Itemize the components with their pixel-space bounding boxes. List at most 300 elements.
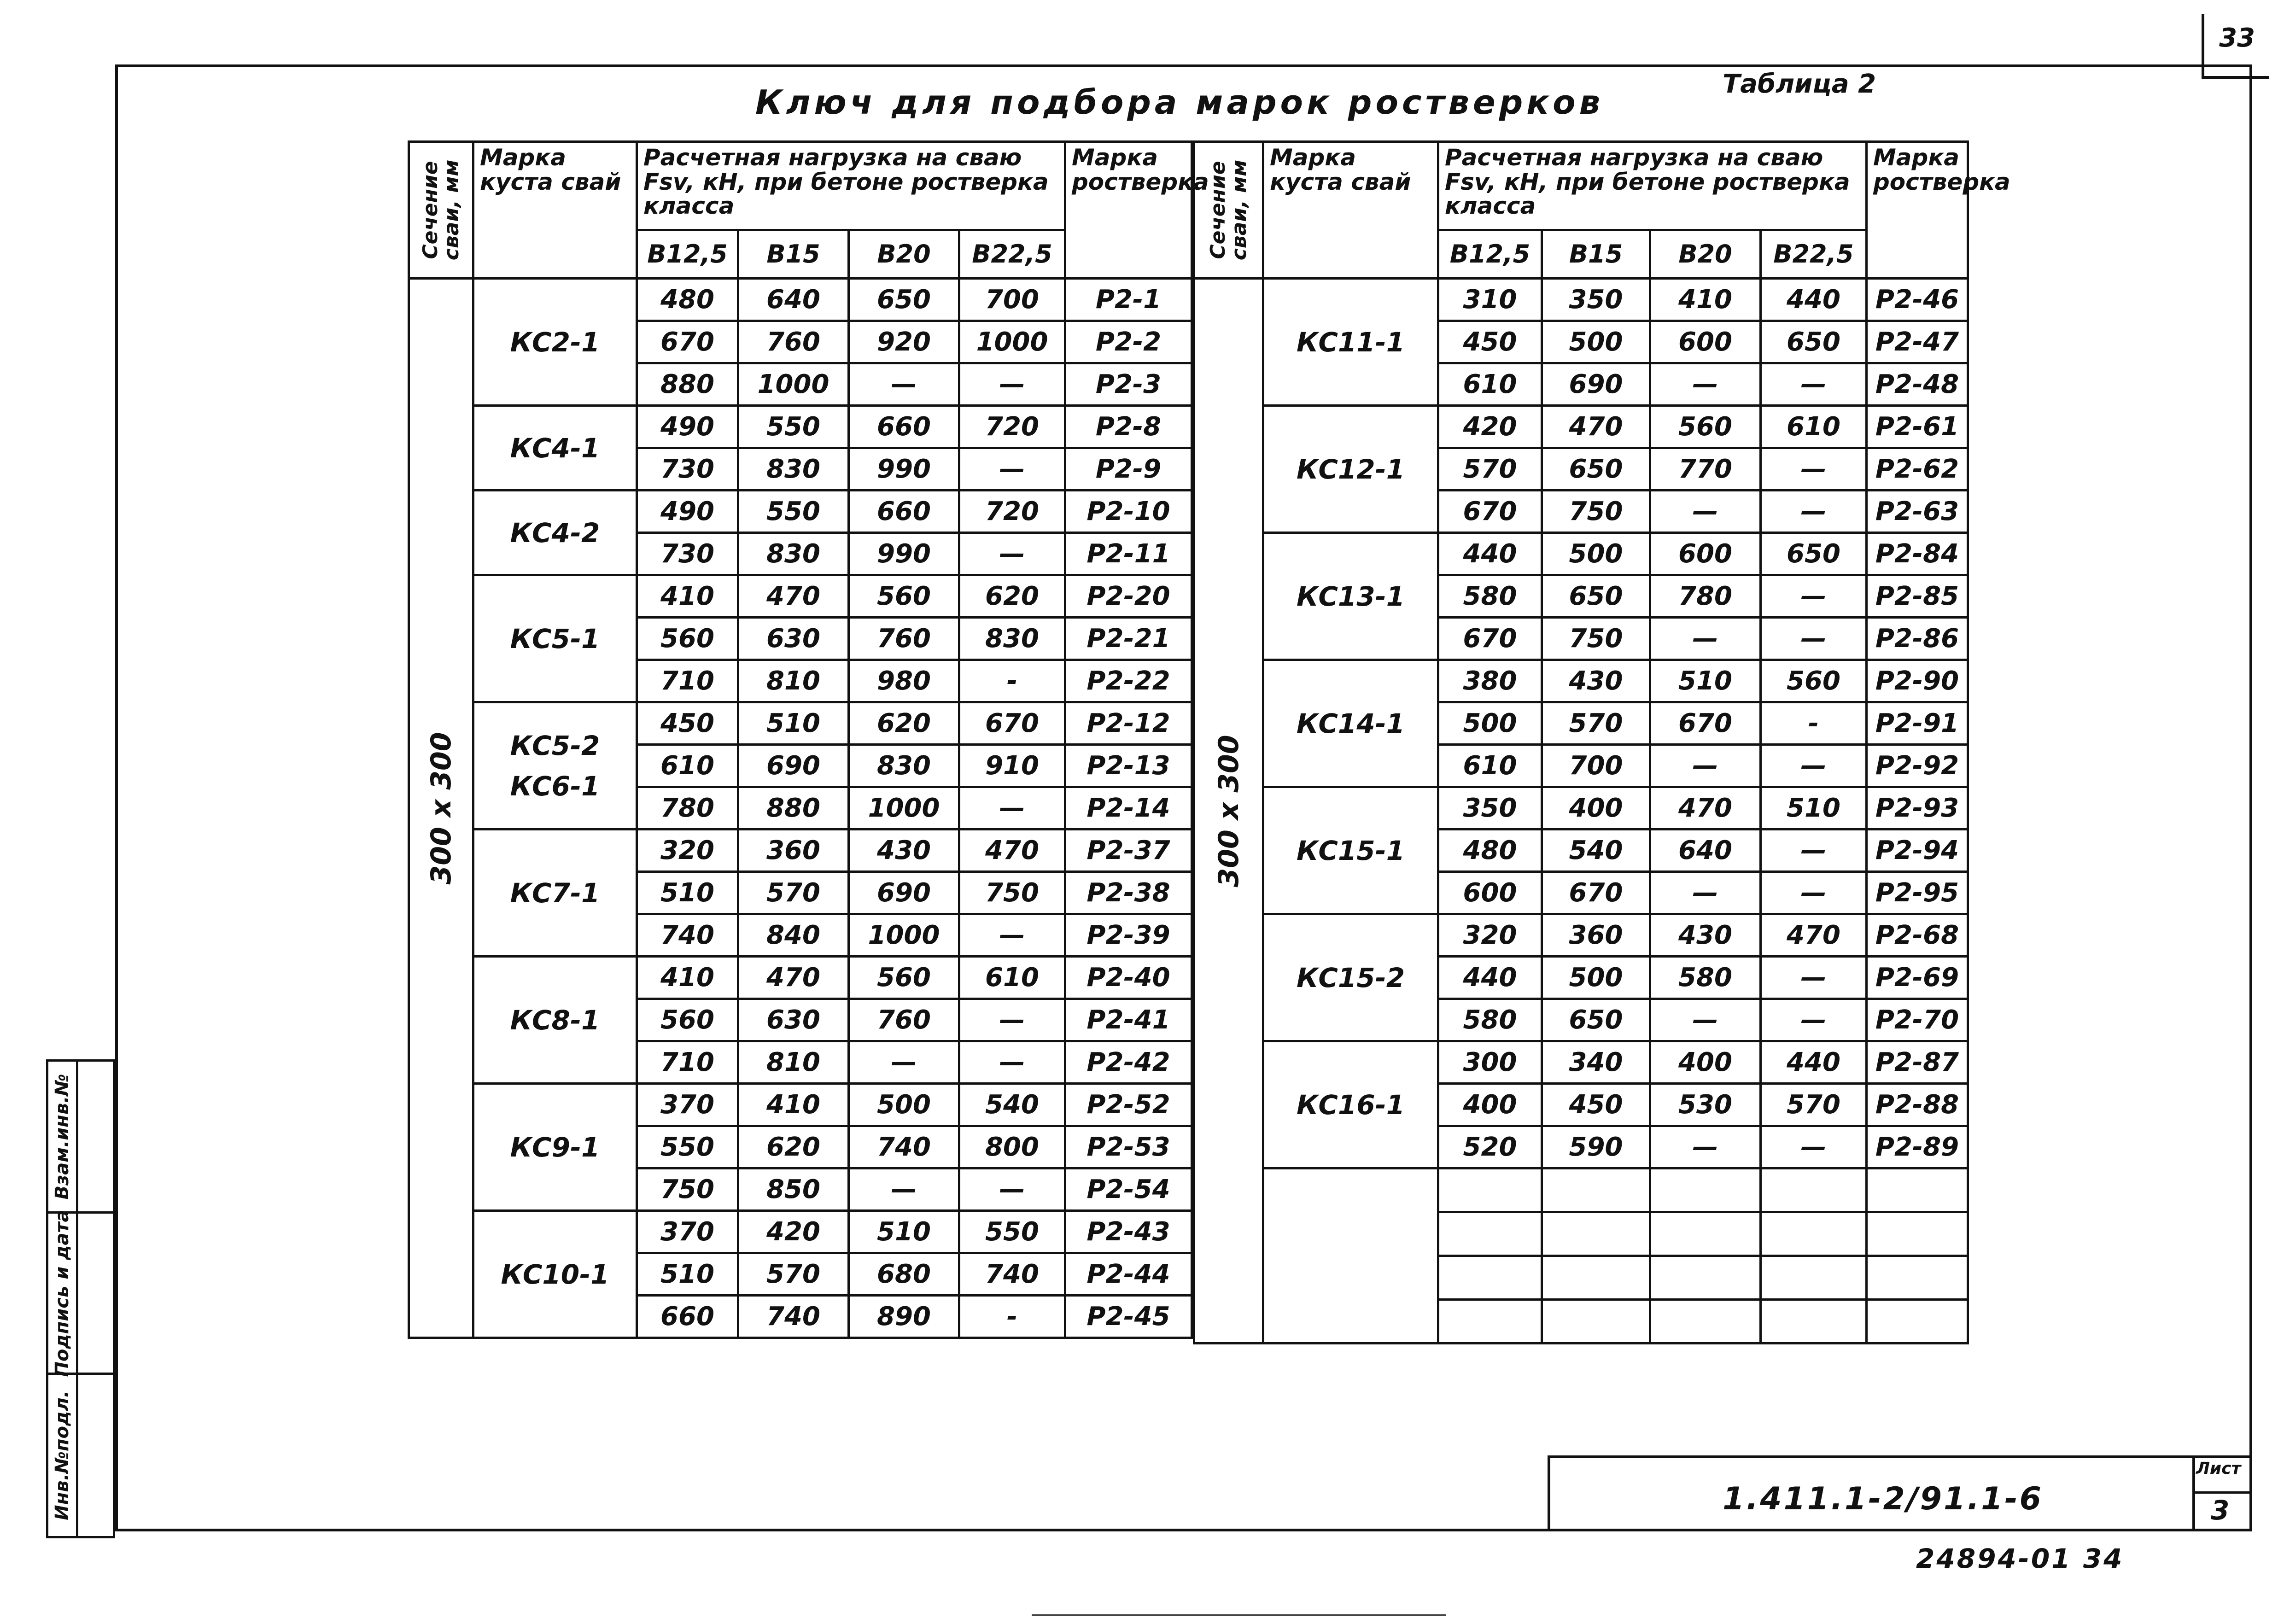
empty-cell [1650, 1168, 1761, 1212]
load-b125: 490 [637, 406, 738, 448]
load-b125: 780 [637, 787, 738, 830]
load-b20: — [1650, 1126, 1761, 1168]
cluster-mark-label: КС13-1 [1296, 580, 1405, 612]
cluster-mark-label: КС5-1 [510, 623, 600, 654]
empty-cell [1438, 1256, 1542, 1300]
load-b225: - [959, 660, 1065, 702]
header-grillage: Марка ростверка [1867, 142, 1968, 279]
load-b15: 810 [738, 660, 849, 702]
load-b225: — [1761, 575, 1867, 618]
page-number: 33 [2219, 23, 2255, 53]
load-b20: 990 [849, 533, 959, 575]
load-b125: 660 [637, 1296, 738, 1338]
load-b20: 670 [1650, 702, 1761, 745]
load-b20: 990 [849, 448, 959, 491]
grillage-mark: Р2-37 [1065, 830, 1192, 872]
load-b20: 410 [1650, 279, 1761, 321]
grillage-mark: Р2-90 [1867, 660, 1968, 702]
grillage-mark: Р2-53 [1065, 1126, 1192, 1168]
grillage-mark: Р2-89 [1867, 1126, 1968, 1168]
table-row [1194, 533, 1968, 575]
load-b225: 550 [959, 1211, 1065, 1253]
load-b225: 740 [959, 1253, 1065, 1296]
load-b225: 1000 [959, 321, 1065, 363]
grillage-mark: Р2-22 [1065, 660, 1192, 702]
key-table-left-body [409, 142, 1209, 1338]
load-b225: 670 [959, 702, 1065, 745]
load-b125: 410 [637, 957, 738, 999]
load-b225: 440 [1761, 279, 1867, 321]
header-class-b225: B22,5 [1761, 230, 1867, 279]
empty-cell [1542, 1212, 1650, 1256]
load-b225: — [959, 448, 1065, 491]
load-b225: — [1761, 491, 1867, 533]
grillage-mark: Р2-84 [1867, 533, 1968, 575]
load-b125: 670 [637, 321, 738, 363]
grillage-mark: Р2-93 [1867, 787, 1968, 830]
grillage-mark: Р2-13 [1065, 745, 1192, 787]
load-b20: 780 [1650, 575, 1761, 618]
load-b20: 660 [849, 491, 959, 533]
grillage-mark: Р2-14 [1065, 787, 1192, 830]
load-b125: 450 [1438, 321, 1542, 363]
load-b15: 760 [738, 321, 849, 363]
load-b125: 480 [637, 279, 738, 321]
header-section: Сечение сваи, мм [409, 142, 473, 279]
archive-code: 24894-01 34 [1916, 1543, 2124, 1574]
grillage-mark: Р2-92 [1867, 745, 1968, 787]
load-b225: — [959, 999, 1065, 1041]
empty-cell [1438, 1300, 1542, 1344]
load-b20: 430 [849, 830, 959, 872]
grillage-mark: Р2-87 [1867, 1041, 1968, 1084]
load-b125: 600 [1438, 872, 1542, 914]
load-b225: 620 [959, 575, 1065, 618]
load-b225: 510 [1761, 787, 1867, 830]
load-b225: 560 [1761, 660, 1867, 702]
table-row [409, 491, 1192, 533]
grillage-mark: Р2-3 [1065, 363, 1192, 406]
load-b225: — [959, 1168, 1065, 1211]
load-b15: 470 [1542, 406, 1650, 448]
cluster-mark [1263, 279, 1438, 406]
load-b125: 580 [1438, 999, 1542, 1041]
side-stamp-strip [46, 1059, 115, 1538]
load-b15: 510 [738, 702, 849, 745]
load-b225: 610 [959, 957, 1065, 999]
load-b15: 570 [738, 1253, 849, 1296]
load-b125: 580 [1438, 575, 1542, 618]
load-b225: 720 [959, 406, 1065, 448]
load-b125: 730 [637, 533, 738, 575]
load-b125: 450 [637, 702, 738, 745]
empty-cell [1438, 1168, 1542, 1212]
load-b125: 750 [637, 1168, 738, 1211]
load-b15: 550 [738, 406, 849, 448]
load-b15: 670 [1542, 872, 1650, 914]
section-value: 300 x 300 [1212, 735, 1245, 887]
key-table-right-body [1194, 142, 2010, 1344]
cluster-mark [1263, 533, 1438, 660]
load-b20: — [1650, 999, 1761, 1041]
load-b20: 560 [849, 957, 959, 999]
header-section: Сечение сваи, мм [1194, 142, 1263, 279]
load-b125: 370 [637, 1084, 738, 1126]
cluster-mark-label: КС7-1 [510, 877, 600, 909]
load-b225: — [1761, 872, 1867, 914]
grillage-mark: Р2-69 [1867, 957, 1968, 999]
empty-cell [1650, 1212, 1761, 1256]
load-b15: 650 [1542, 448, 1650, 491]
header-class-b15: B15 [1542, 230, 1650, 279]
table-row [1194, 660, 1968, 702]
empty-cell [1542, 1300, 1650, 1344]
load-b125: 730 [637, 448, 738, 491]
load-b125: 710 [637, 660, 738, 702]
load-b15: 840 [738, 914, 849, 957]
load-b15: 400 [1542, 787, 1650, 830]
grillage-mark: Р2-45 [1065, 1296, 1192, 1338]
load-b20: — [1650, 491, 1761, 533]
side-cell-inventory: Инв.№подл. [48, 1375, 113, 1536]
empty-cell [1761, 1168, 1867, 1212]
load-b225: — [1761, 999, 1867, 1041]
load-b15: 640 [738, 279, 849, 321]
cluster-mark-label: КС12-1 [1296, 453, 1405, 485]
grillage-mark: Р2-9 [1065, 448, 1192, 491]
load-b125: 880 [637, 363, 738, 406]
load-b20: — [1650, 745, 1761, 787]
grillage-mark: Р2-52 [1065, 1084, 1192, 1126]
table-row [1194, 1041, 1968, 1084]
load-b125: 560 [637, 618, 738, 660]
load-b225: — [1761, 363, 1867, 406]
cluster-mark-empty [1263, 1168, 1438, 1344]
grillage-mark: Р2-38 [1065, 872, 1192, 914]
load-b20: — [1650, 872, 1761, 914]
load-b15: 360 [1542, 914, 1650, 957]
cluster-mark [473, 279, 637, 406]
load-b125: 320 [637, 830, 738, 872]
grillage-mark: Р2-88 [1867, 1084, 1968, 1126]
grillage-mark: Р2-1 [1065, 279, 1192, 321]
load-b125: 380 [1438, 660, 1542, 702]
table-row [409, 1211, 1192, 1253]
load-b20: 500 [849, 1084, 959, 1126]
load-b15: 340 [1542, 1041, 1650, 1084]
table-row [409, 279, 1192, 321]
document-code: 1.411.1-2/91.1-6 [1723, 1481, 2043, 1517]
cluster-mark [473, 957, 637, 1084]
cluster-mark [473, 491, 637, 575]
empty-cell [1761, 1212, 1867, 1256]
load-b15: 410 [738, 1084, 849, 1126]
load-b20: 530 [1650, 1084, 1761, 1126]
grillage-mark: Р2-54 [1065, 1168, 1192, 1211]
header-load: Расчетная нагрузка на сваю Fsv, кН, при бетоне ростверка класса [637, 142, 1065, 230]
load-b225: 650 [1761, 533, 1867, 575]
load-b125: 510 [637, 1253, 738, 1296]
cluster-mark [473, 830, 637, 957]
load-b20: 600 [1650, 533, 1761, 575]
load-b15: 700 [1542, 745, 1650, 787]
cluster-mark-label: КС5-2 [510, 730, 600, 761]
load-b225: — [1761, 745, 1867, 787]
load-b20: 770 [1650, 448, 1761, 491]
cluster-mark-label: КС4-2 [510, 517, 600, 549]
grillage-mark: Р2-68 [1867, 914, 1968, 957]
load-b20: 660 [849, 406, 959, 448]
sheet-number: 3 [2211, 1495, 2230, 1526]
document-title: Ключ для подбора марок ростверков [755, 83, 1604, 122]
load-b20: — [1650, 618, 1761, 660]
grillage-mark: Р2-41 [1065, 999, 1192, 1041]
load-b20: 1000 [849, 787, 959, 830]
cluster-mark-label: КС14-1 [1296, 707, 1405, 739]
empty-cell [1542, 1168, 1650, 1212]
load-b20: 760 [849, 999, 959, 1041]
load-b225: — [1761, 830, 1867, 872]
table-row [1194, 914, 1968, 957]
header-class-b20: B20 [1650, 230, 1761, 279]
load-b20: 680 [849, 1253, 959, 1296]
grillage-mark: Р2-91 [1867, 702, 1968, 745]
load-b20: 980 [849, 660, 959, 702]
load-b225: 610 [1761, 406, 1867, 448]
cluster-mark [473, 702, 637, 830]
bottom-rule [1032, 1614, 1446, 1616]
table-label: Таблица 2 [1723, 69, 1876, 99]
load-b15: 630 [738, 618, 849, 660]
load-b125: 550 [637, 1126, 738, 1168]
load-b225: — [1761, 1126, 1867, 1168]
load-b15: 1000 [738, 363, 849, 406]
grillage-mark: Р2-61 [1867, 406, 1968, 448]
cluster-mark [473, 1084, 637, 1211]
grillage-mark: Р2-20 [1065, 575, 1192, 618]
load-b125: 440 [1438, 957, 1542, 999]
load-b20: 400 [1650, 1041, 1761, 1084]
table-row [409, 1084, 1192, 1126]
load-b225: 470 [1761, 914, 1867, 957]
side-cell-signature: Подпись и дата [48, 1214, 113, 1375]
cluster-mark [1263, 1041, 1438, 1168]
grillage-mark: Р2-21 [1065, 618, 1192, 660]
header-cluster: Марка куста свай [473, 142, 637, 279]
load-b225: 540 [959, 1084, 1065, 1126]
load-b225: — [959, 363, 1065, 406]
cluster-mark [1263, 660, 1438, 787]
load-b20: 430 [1650, 914, 1761, 957]
empty-cell [1438, 1212, 1542, 1256]
load-b225: 750 [959, 872, 1065, 914]
grillage-mark: Р2-8 [1065, 406, 1192, 448]
load-b125: 310 [1438, 279, 1542, 321]
grillage-mark: Р2-85 [1867, 575, 1968, 618]
load-b225: 700 [959, 279, 1065, 321]
cluster-mark-label-2: КС6-1 [510, 770, 600, 802]
grillage-mark: Р2-47 [1867, 321, 1968, 363]
grillage-mark: Р2-44 [1065, 1253, 1192, 1296]
load-b125: 710 [637, 1041, 738, 1084]
load-b225: 830 [959, 618, 1065, 660]
load-b225: - [959, 1296, 1065, 1338]
grillage-mark: Р2-39 [1065, 914, 1192, 957]
load-b125: 570 [1438, 448, 1542, 491]
table-row [409, 406, 1192, 448]
load-b15: 740 [738, 1296, 849, 1338]
grillage-mark: Р2-62 [1867, 448, 1968, 491]
load-b20: 890 [849, 1296, 959, 1338]
load-b15: 550 [738, 491, 849, 533]
load-b20: 510 [849, 1211, 959, 1253]
cluster-mark [473, 406, 637, 491]
load-b225: 910 [959, 745, 1065, 787]
load-b125: 420 [1438, 406, 1542, 448]
load-b20: 560 [1650, 406, 1761, 448]
load-b15: 650 [1542, 575, 1650, 618]
load-b225: — [1761, 448, 1867, 491]
header-class-b225: B22,5 [959, 230, 1065, 279]
header-class-b20: B20 [849, 230, 959, 279]
side-cell-replacement: Взам.инв.№ [48, 1062, 113, 1214]
load-b225: 470 [959, 830, 1065, 872]
load-b15: 570 [1542, 702, 1650, 745]
load-b20: 650 [849, 279, 959, 321]
load-b15: 430 [1542, 660, 1650, 702]
load-b225: — [959, 533, 1065, 575]
load-b225: 720 [959, 491, 1065, 533]
cluster-mark [1263, 914, 1438, 1041]
load-b20: 830 [849, 745, 959, 787]
load-b15: 500 [1542, 321, 1650, 363]
load-b15: 450 [1542, 1084, 1650, 1126]
load-b125: 400 [1438, 1084, 1542, 1126]
empty-cell [1761, 1256, 1867, 1300]
grillage-mark: Р2-63 [1867, 491, 1968, 533]
header-load: Расчетная нагрузка на сваю Fsv, кН, при бетоне ростверка класса [1438, 142, 1867, 230]
grillage-mark: Р2-11 [1065, 533, 1192, 575]
load-b125: 320 [1438, 914, 1542, 957]
header-grillage: Марка ростверка [1065, 142, 1192, 279]
table-row [409, 830, 1192, 872]
header-class-b125: B12,5 [1438, 230, 1542, 279]
table-row [1194, 787, 1968, 830]
load-b15: 850 [738, 1168, 849, 1211]
load-b125: 510 [637, 872, 738, 914]
table-row [409, 957, 1192, 999]
empty-cell [1867, 1300, 1968, 1344]
load-b20: 1000 [849, 914, 959, 957]
load-b15: 590 [1542, 1126, 1650, 1168]
load-b15: 620 [738, 1126, 849, 1168]
load-b15: 500 [1542, 533, 1650, 575]
cluster-mark [473, 575, 637, 702]
load-b15: 880 [738, 787, 849, 830]
load-b20: 510 [1650, 660, 1761, 702]
section-cell [1194, 279, 1263, 1344]
load-b125: 500 [1438, 702, 1542, 745]
load-b225: 570 [1761, 1084, 1867, 1126]
sheet-label: Лист [2196, 1459, 2241, 1478]
cluster-mark-label: КС15-2 [1296, 962, 1405, 993]
load-b125: 350 [1438, 787, 1542, 830]
load-b125: 480 [1438, 830, 1542, 872]
cluster-mark-label: КС8-1 [510, 1004, 600, 1036]
load-b15: 810 [738, 1041, 849, 1084]
load-b20: 620 [849, 702, 959, 745]
load-b20: — [849, 1041, 959, 1084]
load-b225: 800 [959, 1126, 1065, 1168]
load-b15: 830 [738, 448, 849, 491]
section-cell [409, 279, 473, 1338]
load-b125: 670 [1438, 618, 1542, 660]
load-b125: 300 [1438, 1041, 1542, 1084]
load-b125: 520 [1438, 1126, 1542, 1168]
load-b125: 410 [637, 575, 738, 618]
header-class-b15: B15 [738, 230, 849, 279]
header-class-b125: B12,5 [637, 230, 738, 279]
load-b20: 760 [849, 618, 959, 660]
grillage-mark: Р2-10 [1065, 491, 1192, 533]
load-b20: 560 [849, 575, 959, 618]
load-b20: 920 [849, 321, 959, 363]
grillage-mark: Р2-12 [1065, 702, 1192, 745]
empty-cell [1650, 1256, 1761, 1300]
empty-cell [1867, 1168, 1968, 1212]
load-b20: 640 [1650, 830, 1761, 872]
load-b15: 750 [1542, 491, 1650, 533]
grillage-mark: Р2-42 [1065, 1041, 1192, 1084]
grillage-mark: Р2-95 [1867, 872, 1968, 914]
load-b15: 830 [738, 533, 849, 575]
load-b225: — [1761, 957, 1867, 999]
grillage-mark: Р2-46 [1867, 279, 1968, 321]
load-b225: — [959, 1041, 1065, 1084]
load-b20: — [849, 363, 959, 406]
empty-cell [1761, 1300, 1867, 1344]
key-table-right [1193, 140, 2010, 1344]
load-b125: 560 [637, 999, 738, 1041]
cluster-mark [1263, 406, 1438, 533]
load-b225: — [959, 787, 1065, 830]
cluster-mark-label: КС10-1 [501, 1258, 609, 1290]
grillage-mark: Р2-2 [1065, 321, 1192, 363]
load-b225: 650 [1761, 321, 1867, 363]
load-b125: 490 [637, 491, 738, 533]
header-cluster: Марка куста свай [1263, 142, 1438, 279]
table-row [1194, 406, 1968, 448]
load-b15: 470 [738, 575, 849, 618]
load-b20: — [849, 1168, 959, 1211]
load-b15: 570 [738, 872, 849, 914]
key-table-left [408, 140, 1209, 1339]
table-row [409, 575, 1192, 618]
load-b125: 670 [1438, 491, 1542, 533]
load-b125: 440 [1438, 533, 1542, 575]
load-b125: 610 [637, 745, 738, 787]
load-b20: 470 [1650, 787, 1761, 830]
grillage-mark: Р2-70 [1867, 999, 1968, 1041]
grillage-mark: Р2-40 [1065, 957, 1192, 999]
load-b20: 600 [1650, 321, 1761, 363]
load-b225: — [1761, 618, 1867, 660]
grillage-mark: Р2-48 [1867, 363, 1968, 406]
grillage-mark: Р2-43 [1065, 1211, 1192, 1253]
load-b15: 690 [738, 745, 849, 787]
load-b20: — [1650, 363, 1761, 406]
grillage-mark: Р2-94 [1867, 830, 1968, 872]
